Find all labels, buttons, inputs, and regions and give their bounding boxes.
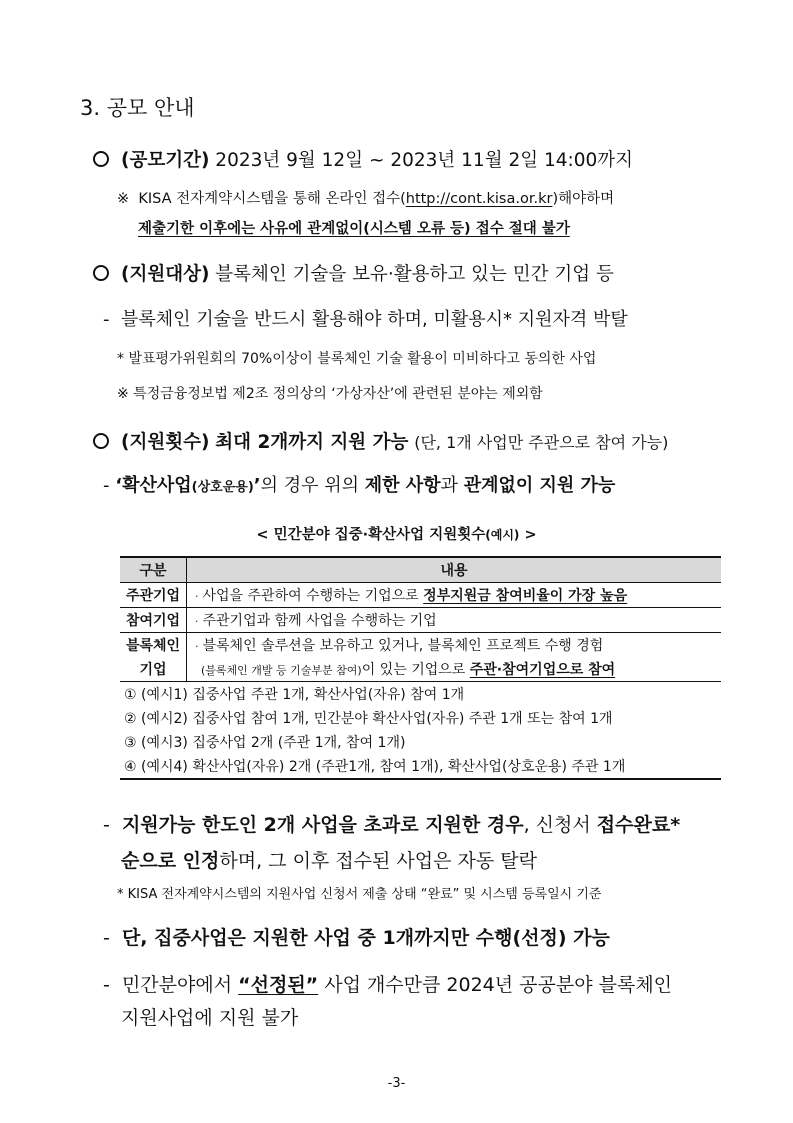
row-text-2: 이 있는 기업으로	[361, 662, 470, 678]
dash-bullet-icon: -	[103, 974, 110, 996]
target-text: 블록체인 기술을 보유·활용하고 있는 민간 기업 등	[215, 264, 614, 285]
row-emphasis: 주관·참여기업으로 참여	[469, 662, 616, 678]
caption-open: <	[256, 527, 274, 543]
period-note-after: )해야하며	[552, 191, 615, 207]
table-row	[120, 608, 721, 633]
count-label: (지원횟수)	[121, 432, 210, 453]
rule1-line2	[121, 846, 537, 873]
count-item	[93, 428, 668, 454]
row-text: 주관기업과 함께 사업을 수행하는 기업	[202, 613, 437, 629]
example-row	[120, 682, 721, 707]
rule1-bold2: 접수완료*	[596, 814, 681, 836]
section-title: 3. 공모 안내	[80, 96, 195, 120]
row-label: 블록체인	[120, 633, 187, 658]
rule1-bold3: 순으로 인정	[121, 850, 220, 872]
page-number: -3-	[387, 1076, 406, 1091]
example-text: ② (예시2) 집중사업 참여 1개, 민간분야 확산사업(자유) 주관 1개 또는 참여 1개	[124, 711, 613, 727]
table-header-row	[120, 557, 721, 583]
table-header-cell: 내용	[187, 557, 722, 583]
target-footnote: * 발표평가위원회의 70%이상이 블록체인 기술 활용이 미비하다고 동의한 사업	[117, 351, 597, 367]
caption-close: >	[519, 527, 537, 543]
period-warning: 제출기한 이후에는 사유에 관계없이(시스템 오류 등) 접수 절대 불가	[138, 221, 570, 237]
count-dash-bold1: 제한 사항	[364, 475, 441, 496]
example-text: ④ (예시4) 확산사업(자유) 2개 (주관1개, 참여 1개), 확산사업(상호운용) 주관 1개	[120, 754, 721, 779]
count-bold-text: 최대 2개까지 지원 가능	[215, 432, 409, 453]
rule3-line2: 지원사업에 지원 불가	[121, 1007, 299, 1029]
rule2-line	[103, 923, 610, 950]
row-label-2: 기업	[120, 657, 187, 682]
support-count-table	[120, 556, 721, 780]
example-row	[120, 754, 721, 779]
rule3-line1	[103, 970, 672, 997]
period-text: 2023년 9월 12일 ~ 2023년 11월 2일 14:00까지	[215, 150, 634, 171]
dash-bullet-icon: -	[103, 814, 110, 836]
dash-bullet-icon: -	[103, 927, 110, 949]
circle-bullet-icon	[93, 265, 109, 281]
row-label: 주관기업	[120, 583, 187, 608]
table-caption	[0, 523, 793, 544]
rule3-text2: 사업 개수만큼 2024년 공공분야 블록체인	[318, 974, 673, 996]
rule1-plain2: 하며, 그 이후 접수된 사업은 자동 탈락	[219, 850, 537, 872]
reference-mark-icon: ※	[117, 191, 130, 207]
table-row	[120, 657, 721, 682]
row-content: · 사업을 주관하여 수행하는 기업으로 정부지원금 참여비율이 가장 높음	[187, 583, 722, 608]
row-emphasis: 정부지원금 참여비율이 가장 높음	[423, 588, 628, 604]
row-label: 참여기업	[120, 608, 187, 633]
row-content	[187, 657, 722, 682]
circle-bullet-icon	[93, 151, 109, 167]
circle-bullet-icon	[93, 433, 109, 449]
period-item	[93, 146, 633, 172]
dash-bullet-icon: -	[103, 309, 110, 330]
table-row	[120, 633, 721, 658]
rule1-bold1: 지원가능 한도인 2개 사업을 초과로 지원한 경우	[121, 814, 524, 836]
row-text: 블록체인 솔루션을 보유하고 있거나, 블록체인 프로젝트 수행 경험	[202, 638, 604, 654]
target-label: (지원대상)	[121, 264, 210, 285]
quote-close: ’	[253, 475, 261, 496]
quote-open: ‘	[115, 475, 123, 496]
row-small-text: (블록체인 개발 등 기술부분 참여)	[201, 664, 362, 677]
target-note: ※ 특정금융정보법 제2조 정의상의 ‘가상자산’에 관련된 분야는 제외함	[117, 386, 543, 402]
period-note-before: KISA 전자계약시스템을 통해 온라인 접수(	[138, 191, 406, 207]
expansion-project-sub: (상호운용)	[191, 480, 254, 495]
period-note	[117, 187, 614, 208]
count-dash-mid: 의 경우 위의	[260, 475, 359, 496]
target-dash-item	[103, 305, 628, 331]
example-row	[120, 706, 721, 730]
count-dash-item	[103, 471, 615, 497]
kisa-link[interactable]: http://cont.kisa.or.kr	[405, 191, 553, 207]
count-dash-bold2: 관계없이 지원 가능	[463, 475, 616, 496]
caption-main: 민간분야 집중·확산사업 지원횟수	[273, 527, 486, 543]
target-dash-text: 블록체인 기술을 반드시 활용해야 하며, 미활용시* 지원자격 박탈	[120, 309, 628, 330]
example-row	[120, 730, 721, 754]
target-item	[93, 260, 614, 286]
rule1-plain1: , 신청서	[523, 814, 597, 836]
rule1-footnote: * KISA 전자계약시스템의 지원사업 신청서 제출 상태 “완료” 및 시스템 등록일시 기준	[117, 887, 602, 902]
count-dash-and: 과	[440, 475, 458, 496]
count-paren-text: (단, 1개 사업만 주관으로 참여 가능)	[414, 433, 669, 452]
expansion-project-name: 확산사업	[122, 475, 192, 496]
row-content: · 주관기업과 함께 사업을 수행하는 기업	[187, 608, 722, 633]
rule3-text1: 민간분야에서	[121, 974, 239, 996]
example-text: ③ (예시3) 집중사업 2개 (주관 1개, 참여 1개)	[124, 735, 406, 751]
row-content: · 블록체인 솔루션을 보유하고 있거나, 블록체인 프로젝트 수행 경험	[195, 638, 604, 654]
table-row	[120, 583, 721, 608]
rule3-emphasis: “선정된”	[238, 974, 319, 996]
rule1-line1	[103, 810, 680, 837]
table-header-cell: 구분	[120, 557, 187, 583]
period-label: (공모기간)	[121, 150, 210, 171]
dash-bullet-icon: -	[103, 475, 110, 496]
row-text: 사업을 주관하여 수행하는 기업으로	[202, 588, 424, 604]
caption-small: (예시)	[485, 528, 520, 542]
example-text: ① (예시1) 집중사업 주관 1개, 확산사업(자유) 참여 1개	[120, 682, 721, 707]
rule2-text: 단, 집중사업은 지원한 사업 중 1개까지만 수행(선정) 가능	[121, 927, 610, 949]
